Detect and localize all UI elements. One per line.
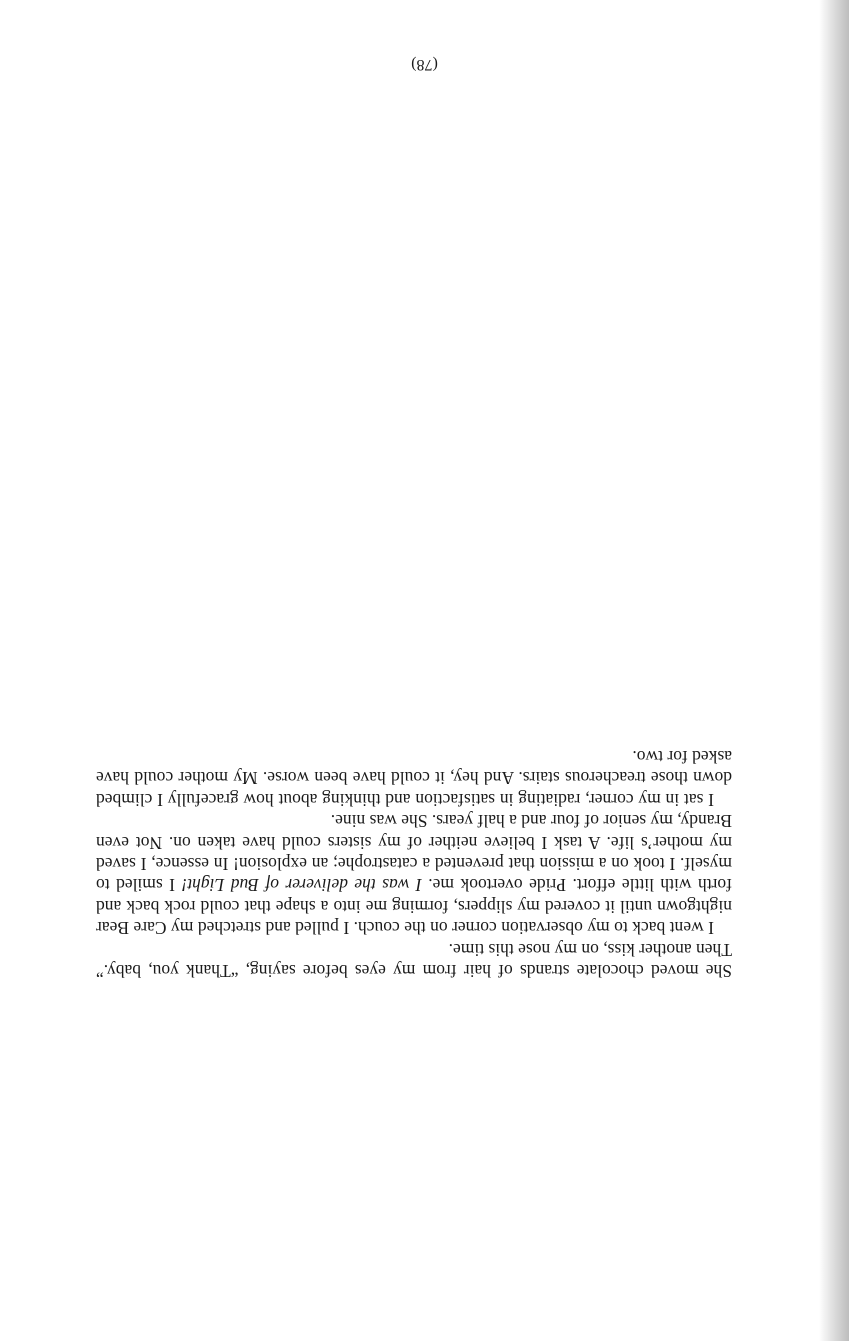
paragraph-3: [96, 746, 732, 810]
body-text: [96, 746, 732, 981]
paragraph-2: [96, 810, 732, 938]
paragraph-3-text: I sat in my corner, radiating in satisfaction and thinking about how gracefully I climbed down those treacherous stairs. And hey, it could have been worse. My mother could have asked for two.: [96, 746, 732, 810]
paragraph-2-italic-text: I was the deliverer of Bud Light!: [181, 875, 422, 896]
paragraph-2-text-a: I went back to my observation corner on the couch. I pulled and stretched my Care Bear nightgown until it covered my slippers, forming me into a shape that could rock back and forth with little effort. Pride overtook me.: [96, 875, 732, 939]
paragraph-1: [96, 938, 732, 981]
paragraph-1-text: She moved chocolate strands of hair from my eyes before saying, “Thank you, baby.” Then another kiss, on my nose this time.: [96, 939, 732, 981]
paragraph-2-text-b: I smiled to myself. I took on a mission that prevented a catastrophe; an explosion! In essence, I saved my mother’s life. A task I believe neither of my sisters could have taken on. Not even Brandy, my senior of four and a half years. She was nine.: [95, 811, 732, 896]
page-number: (78): [411, 56, 438, 73]
